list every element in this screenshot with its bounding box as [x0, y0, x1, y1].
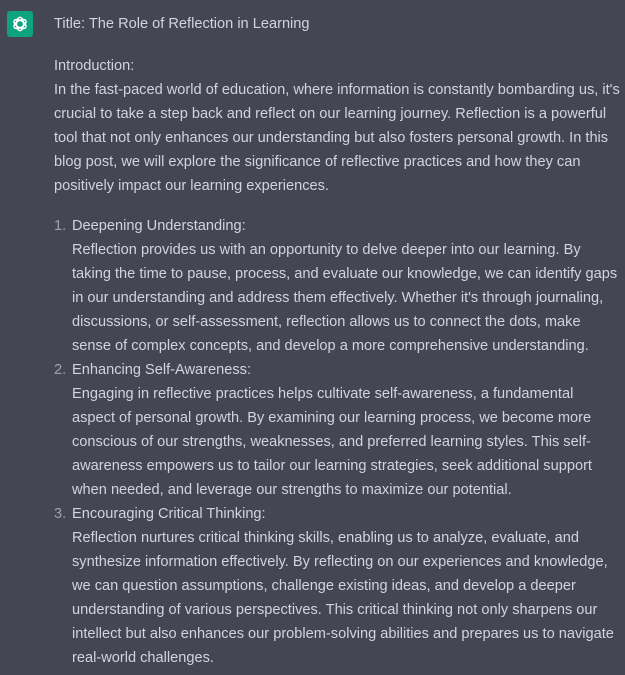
list-item-heading: Encouraging Critical Thinking: — [72, 506, 266, 522]
openai-logo-icon — [10, 14, 30, 34]
assistant-avatar — [7, 11, 33, 37]
list-item-number: 2. — [54, 362, 67, 378]
list-item-heading: Enhancing Self-Awareness: — [72, 362, 252, 378]
list-item-body: Reflection provides us with an opportunity to delve deeper into our learning. By taking the time to pause, process, and evaluate our knowledge, we can identify gaps in our understanding and address them effectively. Whether it's through journaling, discussions, or self-assessment, reflection allows us to connect the dots, make sense of complex concepts, and develop a more comprehensive understanding. — [72, 242, 618, 354]
list-item — [54, 214, 620, 358]
list-item — [54, 358, 620, 502]
list-item-number: 1. — [54, 218, 67, 234]
intro-paragraph: In the fast-paced world of education, where information is constantly bombarding us, it's crucial to take a step back and reflect on our learning journey. Reflection is a powerful tool that not only enhances our understanding but also fosters personal growth. In this blog post, we will explore the significance of reflective practices and how they can positively impact our learning experiences. — [54, 82, 620, 194]
message-content — [54, 12, 620, 670]
list-item-body: Reflection nurtures critical thinking skills, enabling us to analyze, evaluate, and synthesize information effectively. By reflecting on our experiences and knowledge, we can question assumptions, challenge existing ideas, and develop a deeper understanding of various perspectives. This critical thinking not only sharpens our intellect but also enhances our problem-solving abilities and prepares us to navigate real-world challenges. — [72, 530, 614, 666]
list-item-number: 3. — [54, 506, 67, 522]
message-title: Title: The Role of Reflection in Learning — [54, 16, 310, 32]
intro-heading: Introduction: — [54, 58, 135, 74]
list-item — [54, 502, 620, 670]
list-item-body: Engaging in reflective practices helps cultivate self-awareness, a fundamental aspect of personal growth. By examining our learning process, we become more conscious of our strengths, weaknesses, and preferred learning styles. This self-awareness empowers us to tailor our learning strategies, seek additional support when needed, and leverage our strengths to maximize our potential. — [72, 386, 592, 498]
list-item-heading: Deepening Understanding: — [72, 218, 246, 234]
points-list — [54, 214, 620, 670]
